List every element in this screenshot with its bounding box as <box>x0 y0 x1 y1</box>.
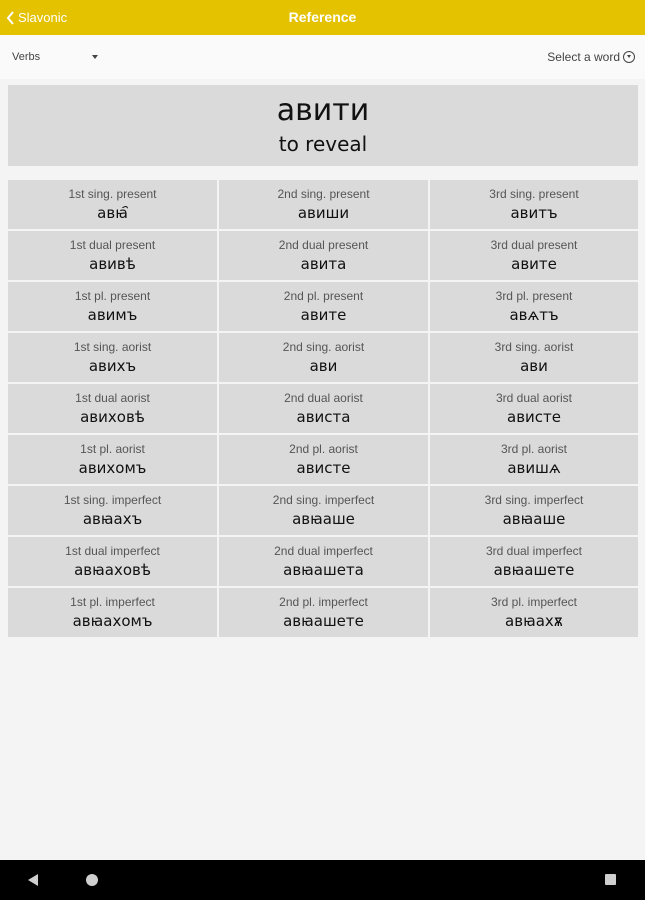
table-cell <box>8 282 217 331</box>
form-label: 3rd dual aorist <box>495 391 573 405</box>
form-value: ависте <box>296 459 351 477</box>
table-cell <box>430 333 638 382</box>
table-row <box>8 282 638 331</box>
form-value: авꙗаше <box>502 510 566 528</box>
category-dropdown-value: Verbs <box>12 51 41 63</box>
form-label: 1st dual present <box>69 238 156 252</box>
form-label: 3rd pl. aorist <box>500 442 568 456</box>
form-label: 2nd pl. imperfect <box>279 595 368 609</box>
table-cell <box>219 384 428 433</box>
form-value: авитъ <box>510 204 558 222</box>
back-button-label: Slavonic <box>18 10 68 25</box>
form-label: 1st dual imperfect <box>65 544 160 558</box>
form-label: 3rd dual present <box>490 238 578 252</box>
form-label: 3rd sing. present <box>489 187 579 201</box>
form-label: 1st sing. aorist <box>73 340 152 354</box>
table-cell <box>430 486 638 535</box>
form-label: 1st dual aorist <box>75 391 150 405</box>
form-value: авꙗаше <box>292 510 355 528</box>
table-row <box>8 384 638 433</box>
table-cell <box>8 231 217 280</box>
word-header-card <box>8 85 638 166</box>
form-value: авꙗаховѣ <box>74 561 151 579</box>
form-value: авита <box>300 255 347 273</box>
form-value: ави <box>309 357 338 375</box>
table-row <box>8 486 638 535</box>
table-row <box>8 537 638 586</box>
form-value: авꙗахѫ <box>505 612 563 630</box>
table-cell <box>219 588 428 637</box>
form-value: авꙗахомъ <box>72 612 153 630</box>
table-cell <box>219 231 428 280</box>
page-title: Reference <box>288 9 357 25</box>
form-value: авите <box>511 255 557 273</box>
word-select-label: Select a word <box>547 50 620 64</box>
form-value: авꙗашета <box>283 561 364 579</box>
word-lemma: авити <box>276 93 370 128</box>
chevron-left-icon <box>6 11 15 25</box>
form-value: авишѧ <box>507 459 561 477</box>
form-label: 1st sing. imperfect <box>63 493 162 507</box>
table-row <box>8 333 638 382</box>
table-cell <box>8 180 217 229</box>
form-value: авꙗахъ <box>82 510 143 528</box>
form-value: авѧтъ <box>509 306 559 324</box>
form-value: авите <box>300 306 347 324</box>
form-label: 1st pl. present <box>74 289 151 303</box>
toolbar <box>0 35 645 79</box>
dropdown-arrow-icon <box>92 55 98 59</box>
table-cell <box>219 180 428 229</box>
form-label: 1st pl. aorist <box>80 442 145 456</box>
system-navigation-bar <box>0 860 645 900</box>
form-label: 3rd pl. imperfect <box>490 595 578 609</box>
form-label: 1st sing. present <box>68 187 157 201</box>
conjugation-table <box>8 180 638 639</box>
table-cell <box>430 384 638 433</box>
form-label: 2nd dual present <box>278 238 369 252</box>
form-value: авꙗ҄ <box>97 204 128 222</box>
table-cell <box>8 435 217 484</box>
form-label: 2nd dual aorist <box>284 391 363 405</box>
table-row <box>8 180 638 229</box>
form-value: авихомъ <box>78 459 147 477</box>
word-select-button[interactable] <box>547 35 635 79</box>
app-bar <box>0 0 645 35</box>
form-label: 3rd dual imperfect <box>485 544 583 558</box>
form-label: 2nd sing. aorist <box>282 340 365 354</box>
form-value: ависте <box>507 408 561 426</box>
table-row <box>8 588 638 637</box>
form-value: авихъ <box>88 357 137 375</box>
table-cell <box>219 435 428 484</box>
nav-back-icon[interactable] <box>28 874 38 886</box>
table-cell <box>8 537 217 586</box>
form-label: 3rd sing. aorist <box>494 340 574 354</box>
table-cell <box>8 588 217 637</box>
form-value: ави <box>520 357 548 375</box>
table-cell <box>8 384 217 433</box>
form-value: авꙗашете <box>493 561 575 579</box>
form-value: ависта <box>296 408 351 426</box>
table-cell <box>430 282 638 331</box>
table-cell <box>8 486 217 535</box>
form-value: авиши <box>297 204 350 222</box>
form-label: 2nd pl. present <box>283 289 364 303</box>
table-cell <box>430 537 638 586</box>
chevron-down-circle-icon <box>623 51 635 63</box>
form-value: авиховѣ <box>80 408 145 426</box>
back-button[interactable] <box>6 0 67 35</box>
table-cell <box>219 333 428 382</box>
nav-recent-apps-icon[interactable] <box>605 874 616 885</box>
form-label: 2nd sing. present <box>277 187 370 201</box>
table-cell <box>219 282 428 331</box>
table-cell <box>430 435 638 484</box>
table-cell <box>430 588 638 637</box>
table-cell <box>219 486 428 535</box>
form-label: 3rd sing. imperfect <box>484 493 584 507</box>
form-label: 2nd pl. aorist <box>289 442 358 456</box>
form-value: авивѣ <box>89 255 136 273</box>
form-value: авꙗашете <box>283 612 364 630</box>
form-label: 3rd pl. present <box>495 289 573 303</box>
table-cell <box>430 180 638 229</box>
nav-home-icon[interactable] <box>86 874 98 886</box>
form-label: 2nd sing. imperfect <box>272 493 375 507</box>
form-label: 2nd dual imperfect <box>274 544 373 558</box>
table-row <box>8 231 638 280</box>
table-cell <box>430 231 638 280</box>
form-value: авимъ <box>87 306 138 324</box>
table-cell <box>8 333 217 382</box>
word-translation: to reveal <box>278 132 368 156</box>
table-cell <box>219 537 428 586</box>
table-row <box>8 435 638 484</box>
category-dropdown[interactable] <box>12 35 100 79</box>
form-label: 1st pl. imperfect <box>70 595 155 609</box>
